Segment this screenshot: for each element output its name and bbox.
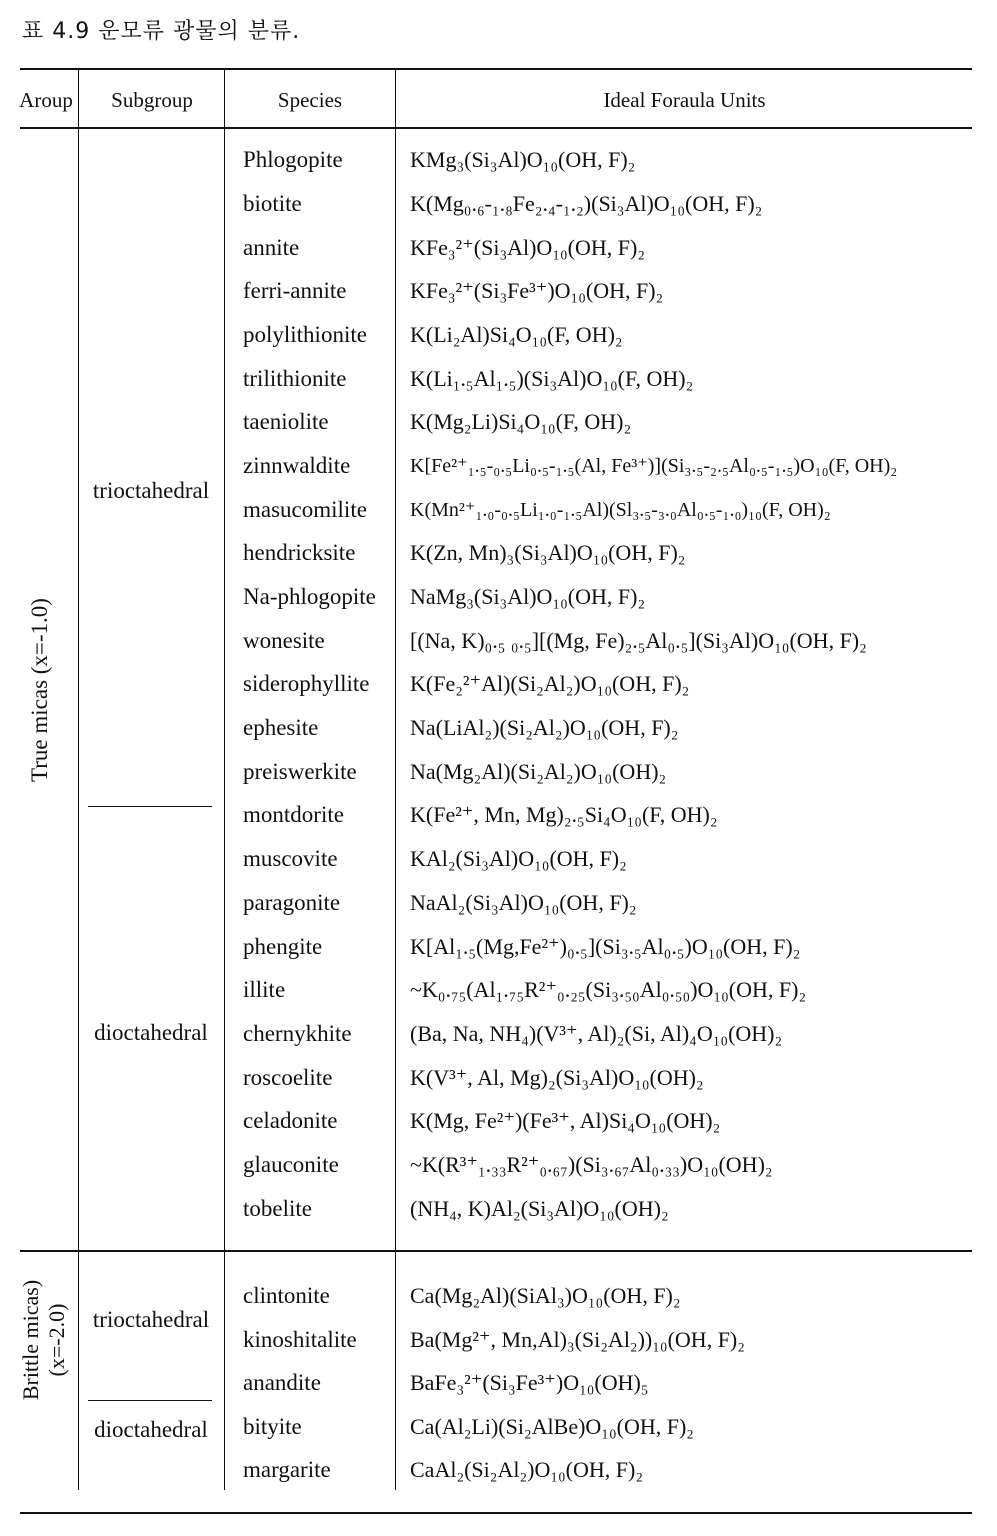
group-separator-rule [20,1250,972,1252]
table-row [0,977,997,1017]
group-brittle-micas-sublabel: (x=-2.0) [44,1303,69,1377]
formula-cell: Na(LiAl₂)(Si₂Al₂)O₁₀(OH, F)₂ [410,715,679,740]
group-brittle-micas-label: Brittle micas) [18,1279,43,1401]
table-row [0,497,997,537]
formula-cell: K[Fe²⁺₁.₅-₀.₅Li₀.₅-₁.₅(Al, Fe³⁺)](Si₃.₅-₂.₅Al₀.₅-₁.₅)O₁₀(F, OH)₂ [410,455,898,477]
species-cell: zinnwaldite [243,453,351,478]
table-row [0,846,997,886]
species-cell: trilithionite [243,366,347,391]
formula-cell: K(Li₂Al)Si₄O₁₀(F, OH)₂ [410,322,623,347]
table-row [0,1065,997,1105]
table-caption: 표 4.9 운모류 광물의 분류. [22,19,301,44]
header-subgroup: Subgroup [111,88,193,112]
formula-cell: BaFe₃²⁺(Si₃Fe³⁺)O₁₀(OH)₅ [410,1370,649,1395]
subgroup-brittle-dioctahedral: dioctahedral [94,1417,208,1442]
species-cell: phengite [243,934,323,959]
table-row [0,890,997,930]
formula-cell: K(Fe²⁺, Mn, Mg)₂.₅Si₄O₁₀(F, OH)₂ [410,802,718,827]
subgroup-true-dioctahedral: dioctahedral [94,1020,208,1045]
species-cell: tobelite [243,1196,312,1221]
species-cell: illite [243,977,286,1002]
species-cell: polylithionite [243,322,367,347]
species-cell: wonesite [243,628,325,653]
formula-cell: ~K₀.₇₅(Al₁.₇₅R²⁺₀.₂₅(Si₃.₅₀Al₀.₅₀)O₁₀(OH, F)₂ [410,977,807,1002]
group-true-micas-label: True micas (x=-1.0) [27,598,52,782]
table-row [0,628,997,668]
species-cell: biotite [243,191,302,216]
formula-cell: K(Fe₂²⁺Al)(Si₂Al₂)O₁₀(OH, F)₂ [410,671,690,696]
formula-cell: Ca(Mg₂Al)(SiAl₃)O₁₀(OH, F)₂ [410,1283,681,1308]
table-row [0,1414,997,1454]
table-row [0,1370,997,1410]
table-row [0,409,997,449]
formula-cell: KFe₃²⁺(Si₃Al)O₁₀(OH, F)₂ [410,235,645,260]
formula-cell: KAl₂(Si₃Al)O₁₀(OH, F)₂ [410,846,627,871]
species-cell: roscoelite [243,1065,333,1090]
formula-cell: (NH₄, K)Al₂(Si₃Al)O₁₀(OH)₂ [410,1196,669,1221]
table-row [0,759,997,799]
header-formula: Ideal Foraula Units [603,88,766,112]
formula-cell: Ba(Mg²⁺, Mn,Al)₃(Si₂Al₂))₁₀(OH, F)₂ [410,1327,745,1352]
table-row [0,584,997,624]
formula-cell: K(Zn, Mn)₃(Si₃Al)O₁₀(OH, F)₂ [410,540,686,565]
formula-cell: K(V³⁺, Al, Mg)₂(Si₃Al)O₁₀(OH)₂ [410,1065,704,1090]
table-row [0,802,997,842]
table-row [0,147,997,187]
species-cell: bityite [243,1414,302,1439]
table-row [0,715,997,755]
formula-cell: [(Na, K)₀.₅ ₀.₅][(Mg, Fe)₂.₅Al₀.₅](Si₃Al)O₁₀(OH, F)₂ [410,628,867,653]
table-row [0,322,997,362]
formula-cell: K(Li₁.₅Al₁.₅)(Si₃Al)O₁₀(F, OH)₂ [410,366,694,391]
table-row [0,934,997,974]
table-row [0,1283,997,1323]
table-row [0,1152,997,1192]
formula-cell: ~K(R³⁺₁.₃₃R²⁺₀.₆₇)(Si₃.₆₇Al₀.₃₃)O₁₀(OH)₂ [410,1152,773,1177]
formula-cell: Ca(Al₂Li)(Si₂AlBe)O₁₀(OH, F)₂ [410,1414,694,1439]
formula-cell: Na(Mg₂Al)(Si₂Al₂)O₁₀(OH)₂ [410,759,667,784]
species-cell: paragonite [243,890,341,915]
species-cell: clintonite [243,1283,330,1308]
formula-cell: KMg₃(Si₃Al)O₁₀(OH, F)₂ [410,147,636,172]
species-cell: masucomilite [243,497,367,522]
species-cell: taeniolite [243,409,329,434]
species-cell: chernykhite [243,1021,352,1046]
formula-cell: CaAl₂(Si₂Al₂)O₁₀(OH, F)₂ [410,1457,644,1482]
species-cell: annite [243,235,300,260]
table-row [0,1457,997,1497]
species-cell: ferri-annite [243,278,347,303]
species-cell: muscovite [243,846,338,871]
species-cell: glauconite [243,1152,339,1177]
table-row [0,540,997,580]
formula-cell: K(Mg, Fe²⁺)(Fe³⁺, Al)Si₄O₁₀(OH)₂ [410,1108,721,1133]
table-row [0,191,997,231]
subgroup-brittle-trioctahedral: trioctahedral [92,1307,210,1332]
formula-cell: K(Mg₀.₆-₁.₈Fe₂.₄-₁.₂)(Si₃Al)O₁₀(OH, F)₂ [410,191,763,216]
species-cell: anandite [243,1370,321,1395]
table-row [0,1196,997,1236]
formula-cell: NaMg₃(Si₃Al)O₁₀(OH, F)₂ [410,584,646,609]
species-cell: siderophyllite [243,671,370,696]
header-group: Aroup [19,88,73,112]
species-cell: preiswerkite [243,759,357,784]
table-row [0,453,997,493]
formula-cell: K[Al₁.₅(Mg,Fe²⁺)₀.₅](Si₃.₅Al₀.₅)O₁₀(OH, F)₂ [410,934,801,959]
formula-cell: (Ba, Na, NH₄)(V³⁺, Al)₂(Si, Al)₄O₁₀(OH)₂ [410,1021,783,1046]
table-top-rule [20,68,972,70]
species-cell: montdorite [243,802,344,827]
species-cell: Na-phlogopite [243,584,376,609]
table-row [0,235,997,275]
table-row [0,671,997,711]
species-cell: margarite [243,1457,331,1482]
table-row [0,1327,997,1367]
formula-cell: K(Mg₂Li)Si₄O₁₀(F, OH)₂ [410,409,632,434]
species-cell: hendricksite [243,540,356,565]
formula-cell: K(Mn²⁺₁.₀-₀.₅Li₁.₀-₁.₅Al)(Sl₃.₅-₃.₀Al₀.₅-₁.₀)₁₀(F, OH)₂ [410,499,831,521]
formula-cell: KFe₃²⁺(Si₃Fe³⁺)O₁₀(OH, F)₂ [410,278,664,303]
species-cell: ephesite [243,715,319,740]
table-row [0,366,997,406]
subgroup-true-trioctahedral: trioctahedral [92,478,210,503]
table-bottom-rule [20,1512,972,1514]
species-cell: kinoshitalite [243,1327,357,1352]
header-species: Species [277,88,343,112]
header-bottom-rule [20,127,972,129]
table-row [0,278,997,318]
table-row [0,1021,997,1061]
table-row [0,1108,997,1148]
species-cell: celadonite [243,1108,338,1133]
formula-cell: NaAl₂(Si₃Al)O₁₀(OH, F)₂ [410,890,637,915]
species-cell: Phlogopite [243,147,343,172]
